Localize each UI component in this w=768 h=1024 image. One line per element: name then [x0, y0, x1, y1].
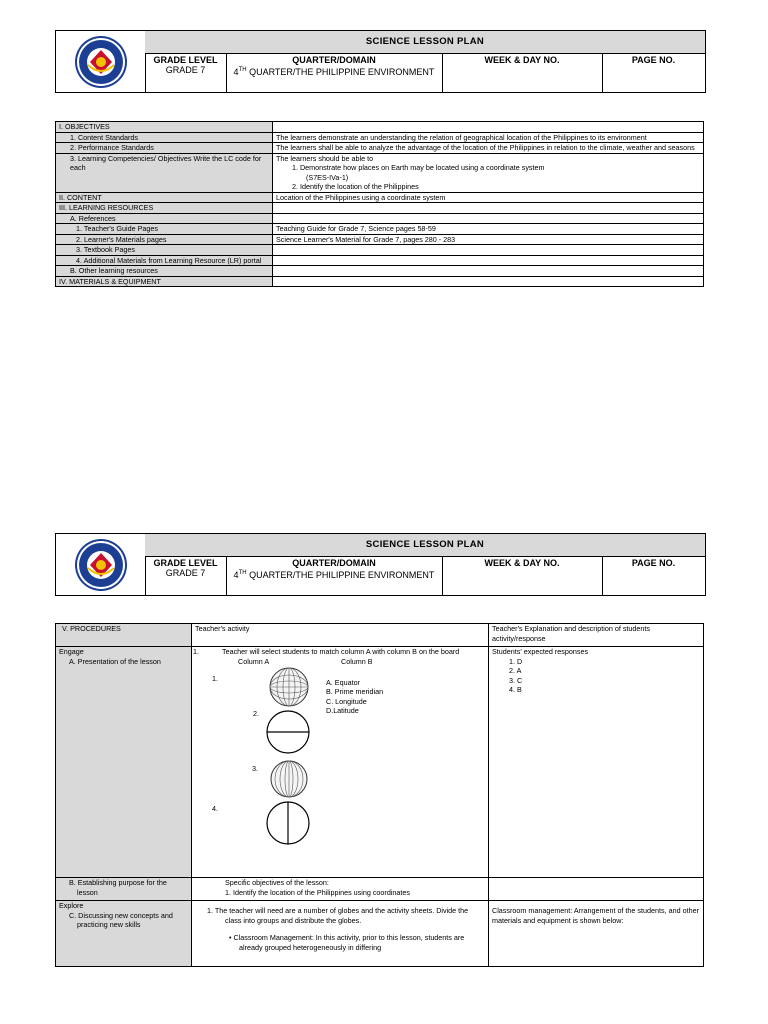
row-label: 1. Teacher's Guide Pages [56, 224, 273, 235]
item-number: 2. [253, 708, 259, 718]
row-value: The learners shall be able to analyze the advantage of the location of the Philippines in relation to the climate, weather and seasons [273, 143, 704, 154]
table-row [56, 647, 704, 878]
row-label: 2. Learner's Materials pages [56, 234, 273, 245]
row-label: 3. Learning Competencies/ Objectives Write the LC code for each [56, 153, 273, 192]
grade-level-value: GRADE 7 [165, 568, 206, 578]
row-label: 2. Performance Standards [56, 143, 273, 154]
logo-cell [56, 31, 146, 92]
item-number: 3. [252, 763, 258, 773]
quarter-cell [226, 556, 443, 595]
discussing-cell: 1. The teacher will need are a number of globes and the activity sheets. Divide the class into groups and distribute the globes. • Classroom Management: In this activity, prior to this lesson, students are already grouped heterogeneously in differing [192, 901, 489, 967]
procedures-table [55, 623, 704, 967]
row-label: 1. Content Standards [56, 132, 273, 143]
row-label: A. References [56, 213, 273, 224]
discussing-label: C. Discussing new concepts and practicing new skills [69, 910, 173, 929]
item-number: 4. [212, 803, 218, 813]
globe-grid-icon [268, 666, 310, 708]
quarter-label: QUARTER/DOMAIN [292, 558, 376, 568]
logo-cell [56, 534, 146, 595]
column-b-label: Column B [341, 656, 373, 666]
section-label: III. LEARNING RESOURCES [56, 203, 273, 214]
explore-label: Explore [59, 901, 84, 910]
table-row [56, 153, 704, 192]
lesson-plan-title: SCIENCE LESSON PLAN [145, 534, 705, 557]
page-no-cell [602, 556, 705, 595]
globe-meridian-icon [266, 801, 310, 845]
expected-responses-cell [489, 647, 704, 878]
table-row [56, 255, 704, 266]
engage-label: Engage [59, 647, 84, 656]
purpose-label: B. Establishing purpose for the lesson [69, 878, 167, 897]
table-row [56, 234, 704, 245]
page-no-cell [602, 53, 705, 92]
grade-level-cell [145, 53, 227, 92]
choice-item: B. Prime meridian [326, 687, 384, 696]
table-row [56, 203, 704, 214]
expected-responses-title: Students' expected responses [492, 647, 589, 656]
explore-cell [56, 901, 192, 967]
quarter-label: QUARTER/DOMAIN [292, 55, 376, 65]
section-label: IV. MATERIALS & EQUIPMENT [56, 276, 273, 287]
table-row [56, 132, 704, 143]
grade-level-cell [145, 556, 227, 595]
choices-list [326, 678, 383, 716]
grade-level-label: GRADE LEVEL [153, 55, 218, 65]
header-block-1 [55, 30, 706, 93]
row-value: Location of the Philippines using a coordinate system [273, 192, 704, 203]
expected-response: 4. B [509, 685, 522, 694]
table-row [56, 213, 704, 224]
week-day-cell [442, 53, 603, 92]
table-row [56, 901, 704, 967]
header-block-2 [55, 533, 706, 596]
table-row [56, 192, 704, 203]
explanation-header: Teacher's Explanation and description of students activity/response [489, 624, 704, 647]
deped-seal-icon [74, 35, 128, 89]
matching-activity-cell [192, 647, 489, 878]
table-row [56, 878, 704, 901]
section-label: II. CONTENT [56, 192, 273, 203]
grade-level-label: GRADE LEVEL [153, 558, 218, 568]
objectives-table [55, 121, 704, 287]
page-no-label: PAGE NO. [631, 55, 676, 65]
page-no-label: PAGE NO. [631, 558, 676, 568]
table-row [56, 143, 704, 154]
choice-item: A. Equator [326, 677, 360, 687]
quarter-value: 4TH QUARTER/THE PHILIPPINE ENVIRONMENT [233, 67, 435, 77]
table-row [56, 224, 704, 235]
quarter-cell [226, 53, 443, 92]
globe-equator-icon [266, 710, 310, 754]
classroom-management-cell: Classroom management: Arrangement of the students, and other materials and equipment is shown below: [489, 901, 704, 967]
table-row [56, 122, 704, 133]
table-row [56, 266, 704, 277]
row-value: The learners should be able to 1. Demonstrate how places on Earth may be located using a coordinate system (S7ES-IVa-1) 2. Identify the location of the Philippines [273, 153, 704, 192]
column-a-label: Column A [238, 656, 270, 666]
quarter-value: 4TH QUARTER/THE PHILIPPINE ENVIRONMENT [233, 570, 435, 580]
globe-longitude-icon [269, 759, 309, 799]
week-day-cell [442, 556, 603, 595]
week-day-label: WEEK & DAY NO. [484, 558, 560, 568]
choice-item: C. Longitude [326, 696, 367, 706]
presentation-label: A. Presentation of the lesson [69, 656, 161, 666]
item-number: 1. [212, 673, 218, 683]
table-header-row [56, 624, 704, 647]
deped-seal-icon [74, 538, 128, 592]
expected-response: 3. C [509, 675, 523, 685]
matching-instruction: 1. Teacher will select students to match column A with column B on the board [193, 647, 460, 656]
row-label: 3. Textbook Pages [56, 245, 273, 256]
table-row [56, 245, 704, 256]
expected-response: 1. D [509, 656, 523, 666]
row-value: Science Learner's Material for Grade 7, pages 280 - 283 [273, 234, 704, 245]
row-value: The learners demonstrate an understanding the relation of geographical location of the Philippines to its environment [273, 132, 704, 143]
week-day-label: WEEK & DAY NO. [484, 55, 560, 65]
section-label: I. OBJECTIVES [56, 122, 273, 133]
choice-item: D.Latitude [326, 706, 359, 715]
engage-cell [56, 647, 192, 878]
teacher-activity-header: Teacher's activity [192, 624, 489, 647]
purpose-cell: Specific objectives of the lesson: 1. Identify the location of the Philippines using coordinates [192, 878, 489, 901]
row-value: Teaching Guide for Grade 7, Science pages 58-59 [273, 224, 704, 235]
grade-level-value: GRADE 7 [165, 65, 206, 75]
lesson-plan-title: SCIENCE LESSON PLAN [145, 31, 705, 54]
row-label: 4. Additional Materials from Learning Resource (LR) portal [56, 255, 273, 266]
row-label: B. Other learning resources [56, 266, 273, 277]
table-row [56, 276, 704, 287]
procedures-header: V. PROCEDURES [56, 624, 192, 647]
expected-response: 2. A [509, 666, 522, 675]
